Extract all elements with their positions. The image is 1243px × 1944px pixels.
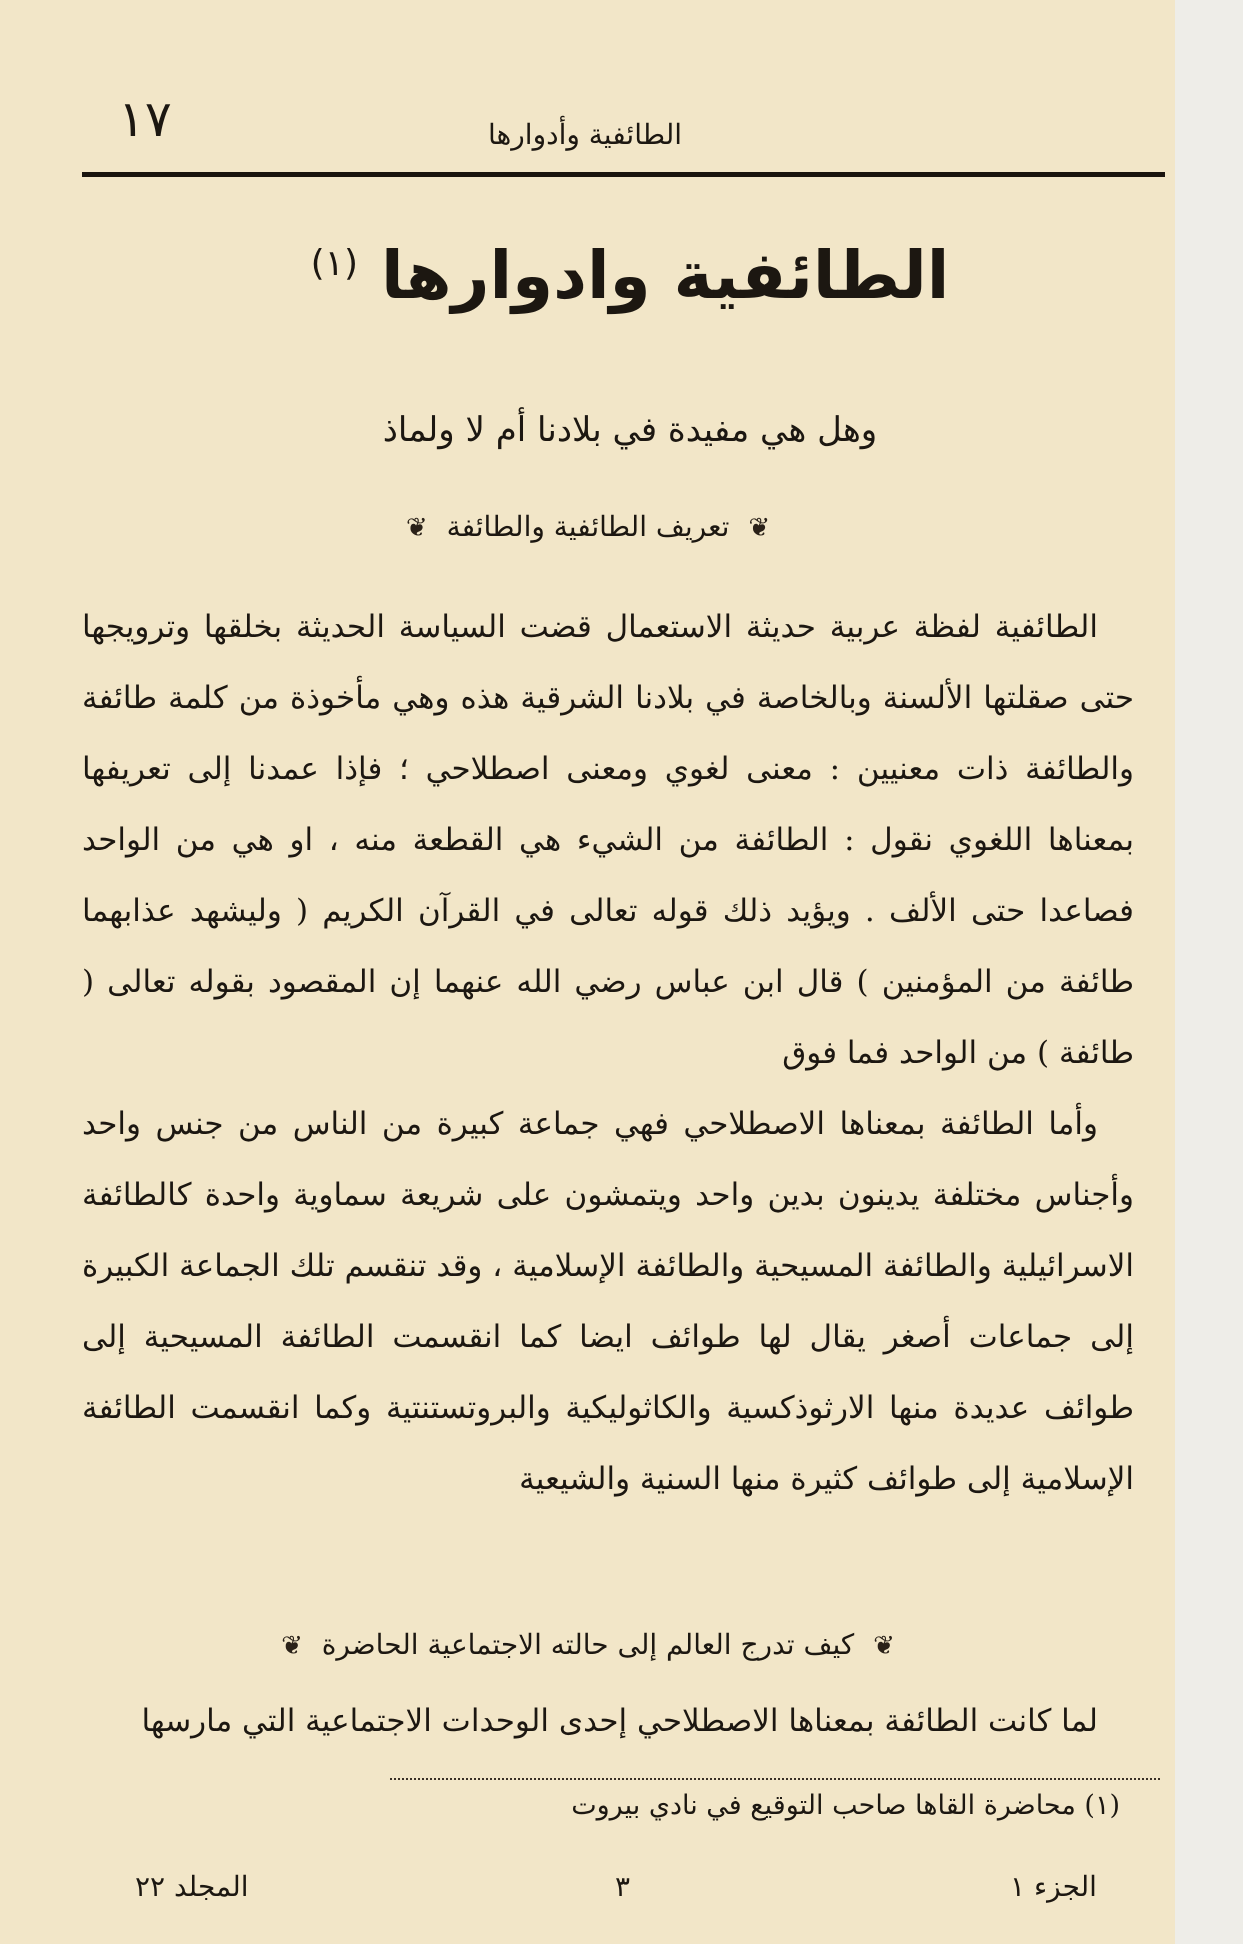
section-heading-text: تعريف الطائفية والطائفة [446, 510, 730, 543]
footnote-reference: (١) [310, 243, 359, 284]
ornament-icon: ❦ [873, 1631, 895, 1661]
article-title-text: الطائفية وادوارها [381, 237, 950, 314]
page-number: ١٧ [118, 90, 172, 148]
footnote: (١) محاضرة القاها صاحب التوقيع في نادي بيروت [571, 1790, 1120, 1821]
running-title: الطائفية وأدوارها [487, 118, 683, 151]
footer-signature-number: ٣ [615, 1870, 631, 1903]
ornament-icon: ❦ [405, 513, 428, 543]
paragraph: الطائفية لفظة عربية حديثة الاستعمال قضت السياسة الحديثة بخلقها وترويجها حتى صقلتها الألسنة وبالخاصة في بلادنا الشرقية هذه وهي مأخوذة من كلمة طائفة والطائفة ذات معنيين : معنى لغوي ومعنى اصطلاحي ؛ فإذا عمدنا إلى تعريفها بمعناها اللغوي نقول : الطائفة من الشيء هي القطعة منه ، او هي من الواحد فصاعدا حتى الألف . ويؤيد ذلك قوله تعالى في القرآن الكريم ( وليشهد عذابهما طائفة من المؤمنين ) قال ابن عباس رضي الله عنهما إن المقصود بقوله تعالى ( طائفة ) من الواحد فما فوق [82, 609, 1134, 1071]
article-subtitle: وهل هي مفيدة في بلادنا أم لا ولماذ [382, 410, 878, 450]
footer-volume: المجلد ٢٢ [135, 1870, 249, 1903]
section-heading-text: كيف تدرج العالم إلى حالته الاجتماعية الحاضرة [321, 1628, 855, 1661]
footnote-separator [390, 1778, 1160, 1780]
header-rule [82, 172, 1165, 177]
footer-part: الجزء ١ [1010, 1870, 1097, 1903]
article-title [300, 237, 960, 314]
ornament-icon: ❦ [281, 1631, 303, 1661]
ornament-icon: ❦ [748, 513, 771, 543]
section-body-history [82, 1686, 1134, 1757]
paragraph: وأما الطائفة بمعناها الاصطلاحي فهي جماعة كبيرة من الناس من جنس واحد وأجناس مختلفة يدينون بدين واحد ويتمشون على شريعة سماوية واحدة كالطائفة الاسرائيلية والطائفة المسيحية والطائفة الإسلامية ، وقد تنقسم تلك الجماعة الكبيرة إلى جماعات أصغر يقال لها طوائف ايضا كما انقسمت الطائفة المسيحية إلى طوائف عديدة منها الارثوذكسية والكاثوليكية والبروتستنتية وكما انقسمت الطائفة الإسلامية إلى طوائف كثيرة منها السنية والشيعية [82, 1106, 1134, 1497]
section-heading-definition [88, 510, 1088, 543]
section-heading-history [88, 1628, 1088, 1661]
paragraph: لما كانت الطائفة بمعناها الاصطلاحي إحدى الوحدات الاجتماعية التي مارسها [141, 1703, 1098, 1739]
section-body-definition [82, 592, 1134, 1515]
